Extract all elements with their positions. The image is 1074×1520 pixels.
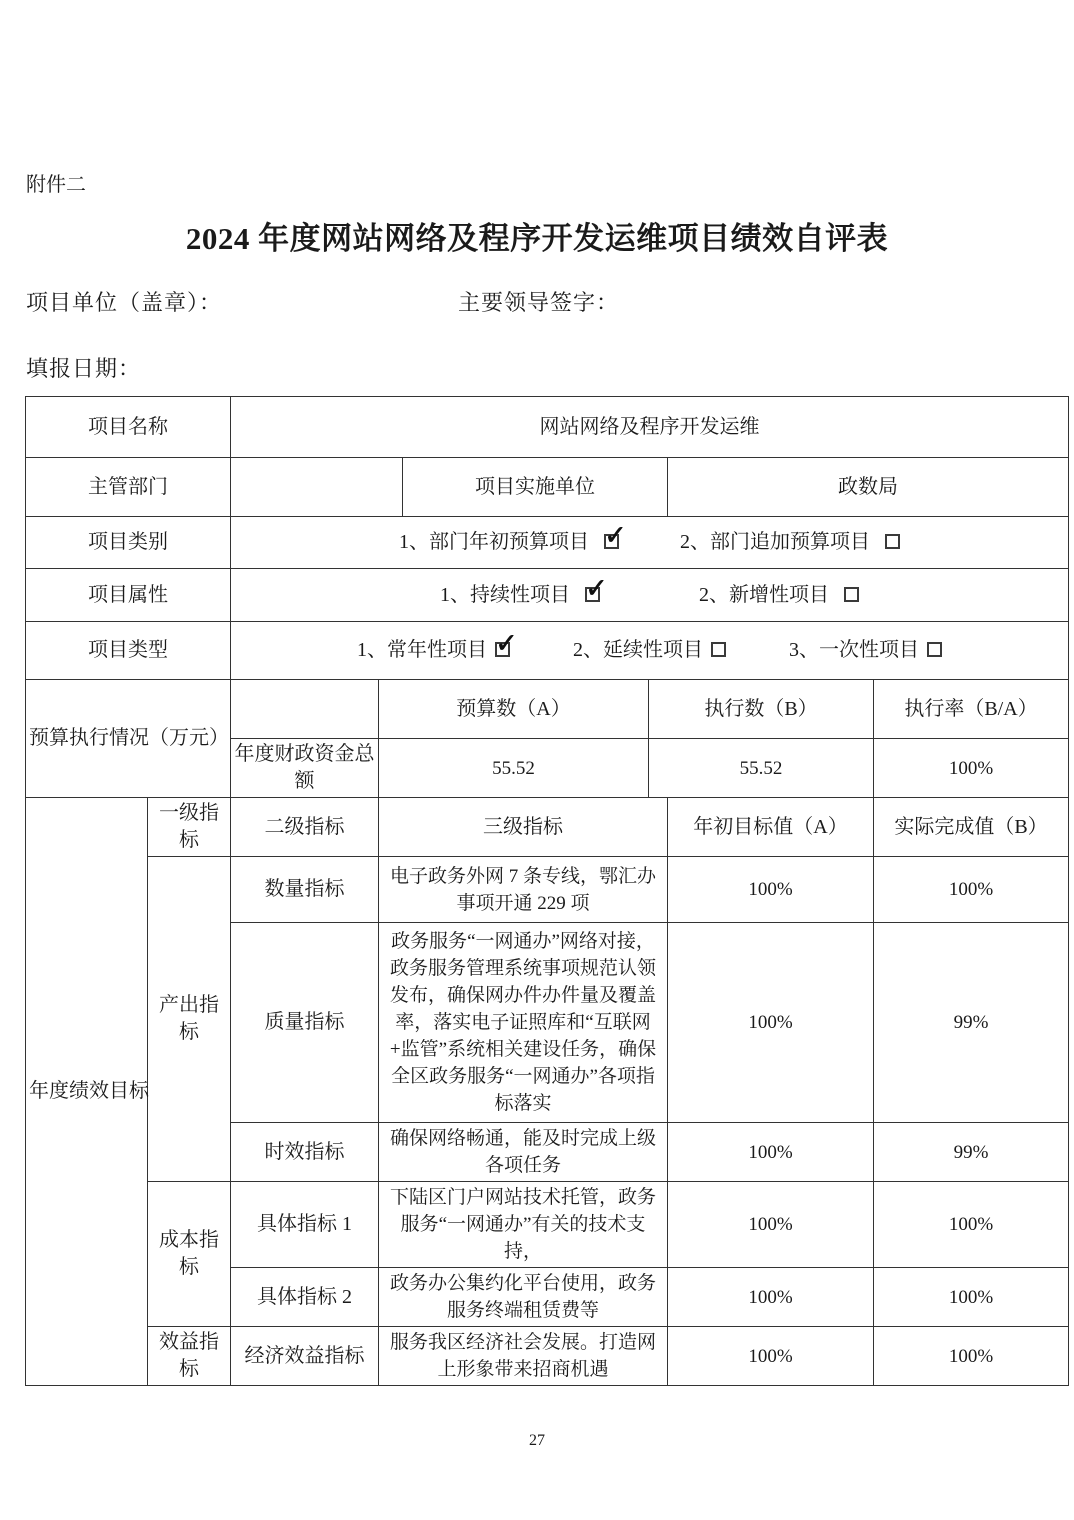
- project-attribute-options: [231, 569, 1069, 622]
- project-name-value: 网站网络及程序开发运维: [231, 397, 1069, 458]
- table-row: [26, 458, 1069, 517]
- implement-unit-value: 政数局: [668, 458, 1069, 517]
- option-label: 2、部门追加预算项目: [680, 531, 871, 553]
- option-label: 1、持续性项目: [440, 583, 571, 606]
- benefit-indicator-group-label: 效益指标: [148, 1327, 231, 1386]
- quantity-indicator-text: 电子政务外网 7 条专线，鄂汇办事项开通 229 项: [379, 857, 668, 923]
- timeliness-indicator-text: 确保网络畅通，能及时完成上级各项任务: [379, 1123, 668, 1182]
- table-row: [26, 1182, 1069, 1268]
- leader-signature-label: 主要领导签字：: [458, 290, 620, 315]
- budget-amount-value: 55.52: [379, 739, 649, 798]
- economic-target-value: 100%: [668, 1327, 874, 1386]
- specific-1-target-value: 100%: [668, 1182, 874, 1268]
- table-row: [26, 622, 1069, 680]
- option-additional-budget-project: [680, 529, 900, 556]
- quality-actual-value: 99%: [874, 923, 1069, 1123]
- execution-rate-value: 100%: [874, 739, 1069, 798]
- level2-indicator-header: 二级指标: [231, 798, 379, 857]
- evaluation-table: [25, 396, 1069, 1386]
- economic-benefit-text: 服务我区经济社会发展。打造网上形象带来招商机遇: [379, 1327, 668, 1386]
- table-row: [26, 1327, 1069, 1386]
- option-label: 3、一次性项目: [789, 639, 920, 661]
- quantity-target-value: 100%: [668, 857, 874, 923]
- timeliness-actual-value: 99%: [874, 1123, 1069, 1182]
- page-number: 27: [529, 1432, 545, 1449]
- attachment-label: 附件二: [26, 174, 86, 196]
- option-label: 1、常年性项目: [357, 639, 488, 661]
- specific-2-actual-value: 100%: [874, 1268, 1069, 1327]
- table-row: [26, 857, 1069, 923]
- project-name-label: 项目名称: [26, 397, 231, 458]
- project-category-label: 项目类别: [26, 517, 231, 569]
- supervisor-dept-value: [231, 458, 403, 517]
- option-perennial-project: [357, 637, 510, 664]
- table-row: [26, 680, 1069, 739]
- quality-indicator-text: 政务服务“一网通办”网络对接，政务服务管理系统事项规范认领发布，确保网办件办件量及覆盖率，落实电子证照库和“互联网+监管”系统相关建设任务，确保全区政务服务“一网通办”各项指标落实: [379, 923, 668, 1123]
- quantity-actual-value: 100%: [874, 857, 1069, 923]
- project-type-options: [231, 622, 1069, 680]
- timeliness-indicator-label: 时效指标: [231, 1123, 379, 1182]
- option-label: 2、延续性项目: [573, 639, 704, 661]
- checkbox-extension-project[interactable]: [711, 642, 726, 657]
- unit-stamp-label: 项目单位（盖章）：: [26, 290, 223, 315]
- level1-indicator-header: 一级指标: [148, 798, 231, 857]
- annual-performance-goal-label: 年度绩效目标: [26, 798, 148, 1386]
- execution-amount-header: 执行数（B）: [649, 680, 874, 739]
- timeliness-target-value: 100%: [668, 1123, 874, 1182]
- fill-date-label: 填报日期：: [26, 356, 142, 381]
- implement-unit-label: 项目实施单位: [403, 458, 668, 517]
- annual-fund-total-label: 年度财政资金总额: [231, 739, 379, 798]
- project-attribute-label: 项目属性: [26, 569, 231, 622]
- table-row: [26, 397, 1069, 458]
- execution-rate-header: 执行率（B/A）: [874, 680, 1069, 739]
- target-value-header: 年初目标值（A）: [668, 798, 874, 857]
- specific-indicator-2-label: 具体指标 2: [231, 1268, 379, 1327]
- cost-indicator-group-label: 成本指标: [148, 1182, 231, 1327]
- level3-indicator-header: 三级指标: [379, 798, 668, 857]
- quality-target-value: 100%: [668, 923, 874, 1123]
- specific-indicator-1-label: 具体指标 1: [231, 1182, 379, 1268]
- actual-value-header: 实际完成值（B）: [874, 798, 1069, 857]
- checkbox-onetime-project[interactable]: [927, 642, 942, 657]
- checkbox-initial-budget-project[interactable]: [604, 534, 619, 549]
- option-label: 1、部门年初预算项目: [399, 531, 590, 553]
- output-indicator-group-label: 产出指标: [148, 857, 231, 1182]
- specific-indicator-2-text: 政务办公集约化平台使用，政务服务终端租赁费等: [379, 1268, 668, 1327]
- option-initial-budget-project: [399, 529, 619, 556]
- checkbox-new-project[interactable]: [844, 587, 859, 602]
- checkbox-perennial-project[interactable]: [495, 642, 510, 657]
- option-new-project: [699, 582, 859, 609]
- economic-benefit-indicator-label: 经济效益指标: [231, 1327, 379, 1386]
- execution-amount-value: 55.52: [649, 739, 874, 798]
- page-title: 2024 年度网站网络及程序开发运维项目绩效自评表: [185, 221, 889, 256]
- checkbox-continuous-project[interactable]: [585, 587, 600, 602]
- table-row: [26, 517, 1069, 569]
- checkbox-additional-budget-project[interactable]: [885, 534, 900, 549]
- budget-amount-header: 预算数（A）: [379, 680, 649, 739]
- quality-indicator-label: 质量指标: [231, 923, 379, 1123]
- quantity-indicator-label: 数量指标: [231, 857, 379, 923]
- project-category-options: [231, 517, 1069, 569]
- budget-empty-cell: [231, 680, 379, 739]
- option-continuous-project: [440, 582, 600, 609]
- project-type-label: 项目类型: [26, 622, 231, 680]
- option-extension-project: [573, 637, 726, 664]
- economic-actual-value: 100%: [874, 1327, 1069, 1386]
- specific-indicator-1-text: 下陆区门户网站技术托管，政务服务“一网通办”有关的技术支持，: [379, 1182, 668, 1268]
- specific-1-actual-value: 100%: [874, 1182, 1069, 1268]
- option-label: 2、新增性项目: [699, 583, 830, 606]
- budget-execution-label: 预算执行情况（万元）: [26, 680, 231, 798]
- supervisor-dept-label: 主管部门: [26, 458, 231, 517]
- specific-2-target-value: 100%: [668, 1268, 874, 1327]
- table-row: [26, 569, 1069, 622]
- table-row: [26, 798, 1069, 857]
- option-onetime-project: [789, 637, 942, 664]
